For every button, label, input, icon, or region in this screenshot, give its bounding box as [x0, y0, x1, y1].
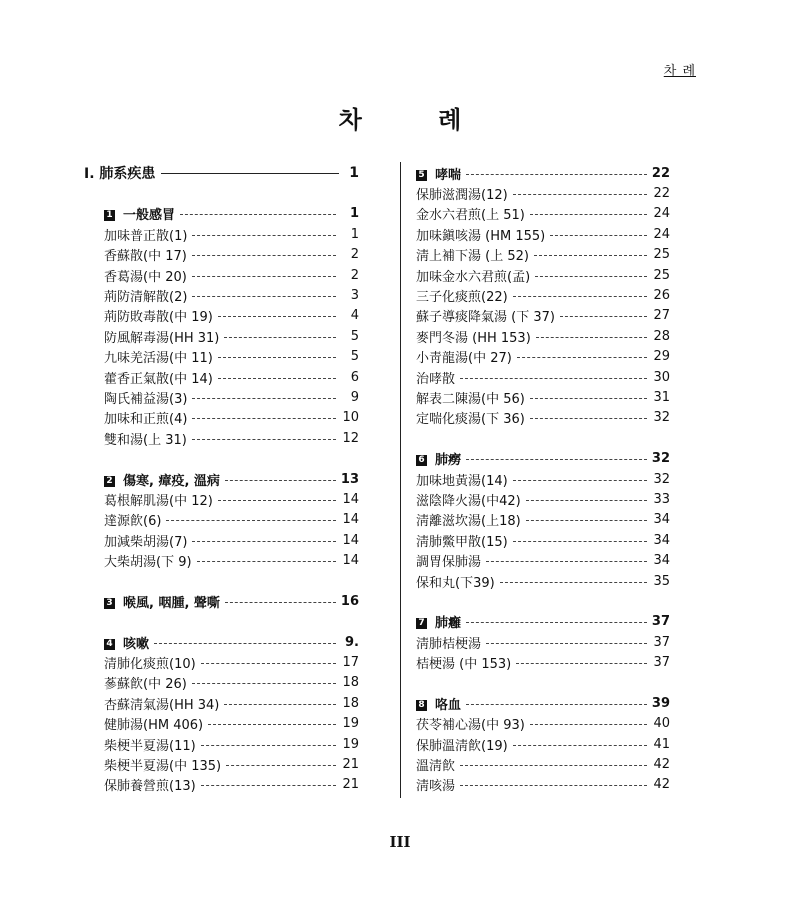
toc-page-number: 21 [342, 777, 359, 793]
toc-title [104, 470, 220, 489]
leader-line [466, 704, 647, 705]
toc-page-number: 19 [342, 736, 359, 752]
leader-line [224, 337, 336, 338]
toc-entry [416, 489, 670, 509]
toc-page-number: 34 [653, 553, 670, 569]
toc-title-text: 三子化痰煎(22) [416, 290, 508, 306]
toc-gap [104, 448, 359, 468]
toc-entry [416, 754, 670, 774]
leader-line [526, 520, 647, 521]
toc-title [104, 755, 221, 774]
toc-entry [416, 347, 670, 367]
toc-title-text: 茯苓補心湯(中 93) [416, 718, 525, 734]
leader-line [192, 439, 336, 440]
toc-title [416, 531, 508, 550]
leader-line [530, 398, 647, 399]
leader-line [526, 500, 647, 501]
toc-page-number: 32 [653, 410, 670, 426]
toc-title-text: 金水六君煎(上 51) [416, 208, 525, 224]
toc-page-number: 37 [651, 614, 670, 630]
toc-page-number: 5 [350, 349, 359, 365]
leader-line [486, 643, 647, 644]
toc-gap [416, 591, 670, 611]
leader-line [513, 296, 647, 297]
toc-section [416, 448, 670, 468]
leader-line [192, 255, 336, 256]
toc-title-text: 麥門冬湯 (HH 153) [416, 330, 531, 346]
toc-title [416, 204, 525, 223]
toc-page-number: 14 [342, 491, 359, 507]
toc-title-text: 傷寒, 瘴疫, 溫病 [123, 473, 220, 489]
toc-page-number: 24 [653, 226, 670, 242]
toc-entry [416, 775, 670, 795]
toc-title [416, 286, 508, 305]
toc-entry [416, 510, 670, 530]
toc-entry [416, 734, 670, 754]
leader-line [536, 337, 647, 338]
toc-title-text: 防風解毒湯(HH 31) [104, 330, 220, 346]
toc-page-number: 34 [653, 512, 670, 528]
toc-section [104, 204, 359, 224]
toc-title [104, 408, 187, 427]
toc-title-text: 淸咳湯 [416, 779, 456, 795]
toc-title [416, 245, 529, 264]
toc-title [416, 510, 521, 529]
toc-page-number: 22 [653, 186, 670, 202]
toc-title-text: 加味和正煎(4) [104, 412, 188, 428]
toc-entry [104, 367, 359, 387]
toc-title-text: 一般感冒 [123, 208, 176, 224]
section-number-badge: 2 [104, 476, 115, 487]
toc-title [416, 714, 525, 733]
toc-page-number: 4 [350, 308, 359, 324]
toc-page-number: 24 [653, 206, 670, 222]
toc-title [104, 673, 187, 692]
toc-title-text: 藿香正氣散(中 14) [104, 371, 213, 387]
toc-entry [416, 224, 670, 244]
leader-line [560, 316, 647, 317]
toc-page-number: 1 [350, 226, 359, 242]
toc-title-text: 淸肺桔梗湯 [416, 636, 482, 652]
leader-line [201, 745, 336, 746]
toc-page-number: 17 [342, 655, 359, 671]
toc-title-text: 加減柴胡湯(7) [104, 534, 188, 550]
toc-entry [104, 510, 359, 530]
toc-title [104, 245, 187, 264]
toc-title-text: 加味金水六君煎(孟) [416, 269, 531, 285]
toc-entry [416, 285, 670, 305]
toc-entry [416, 652, 670, 672]
toc-page-number: 9 [350, 389, 359, 405]
toc-title-text: 香蘇散(中 17) [104, 249, 187, 265]
toc-title-text: 肺癰 [435, 616, 462, 632]
leader-line [161, 173, 339, 174]
leader-line [534, 255, 647, 256]
toc-title-text: 淸肺鱉甲散(15) [416, 534, 508, 550]
leader-line [166, 520, 336, 521]
toc-entry [104, 714, 359, 734]
toc-page-number: 16 [340, 593, 359, 609]
leader-line [208, 724, 336, 725]
toc-title [104, 327, 219, 346]
toc-title-text: 肺癆 [435, 453, 462, 469]
toc-entry [104, 754, 359, 774]
leader-line [513, 194, 647, 195]
toc-section [104, 632, 359, 652]
toc-entry [104, 306, 359, 326]
toc-title [416, 551, 481, 570]
leader-line [201, 663, 336, 664]
toc-title-text: 加味地黃湯(14) [416, 473, 508, 489]
toc-title [416, 306, 555, 325]
toc-title [104, 347, 213, 366]
toc-page-number: 32 [651, 451, 670, 467]
toc-title [104, 388, 187, 407]
toc-page-number: 14 [342, 553, 359, 569]
toc-page-number: 3 [350, 288, 359, 304]
toc-entry [416, 367, 670, 387]
toc-title [416, 164, 461, 183]
toc-page-number: 10 [342, 410, 359, 426]
toc-title-text: 荊防敗毒散(中 19) [104, 310, 213, 326]
leader-line [460, 378, 647, 379]
section-number-badge: 4 [104, 639, 115, 650]
toc-title-text: 淸上補下湯 (上 52) [416, 249, 529, 265]
leader-line [192, 276, 336, 277]
section-number-badge: 8 [416, 700, 427, 711]
page-number: III [389, 833, 411, 851]
toc-page-number: 37 [653, 634, 670, 650]
toc-gap [104, 571, 359, 591]
toc-title-text: 溫淸飮 [416, 759, 456, 775]
toc-title-text: 柴梗半夏湯(11) [104, 738, 196, 754]
page-title: 차 례 [338, 106, 496, 134]
toc-title [416, 490, 521, 509]
toc-title [104, 204, 175, 223]
toc-title [416, 184, 508, 203]
leader-line [192, 398, 336, 399]
toc-title-text: 桔梗湯 (中 153) [416, 657, 512, 673]
toc-chapter [84, 163, 359, 183]
toc-title-text: 荊防清解散(2) [104, 290, 188, 306]
leader-line [460, 785, 647, 786]
toc-title [104, 775, 196, 794]
toc-title-text: 滋陰降火湯(中42) [416, 493, 521, 509]
toc-page-number: 25 [653, 247, 670, 263]
running-head: 차 례 [663, 64, 696, 79]
toc-page-number: 37 [653, 655, 670, 671]
toc-entry [104, 550, 359, 570]
toc-entry [416, 204, 670, 224]
leader-line [201, 785, 336, 786]
toc-title-text: 調胃保肺湯 [416, 555, 482, 571]
toc-title [104, 266, 187, 285]
toc-title [104, 510, 161, 529]
toc-title [104, 633, 149, 652]
toc-page-number: 32 [653, 471, 670, 487]
toc-title [416, 408, 525, 427]
leader-line [224, 704, 336, 705]
toc-entry [416, 387, 670, 407]
leader-line [530, 214, 647, 215]
toc-gap [416, 428, 670, 448]
toc-title-text: 保和丸(下39) [416, 575, 495, 591]
toc-title-text: 定喘化痰湯(下 36) [416, 412, 525, 428]
toc-page-number: 18 [342, 695, 359, 711]
toc-entry [416, 265, 670, 285]
leader-line [197, 561, 336, 562]
leader-line [225, 480, 336, 481]
toc-title-text: 健肺湯(HM 406) [104, 718, 204, 734]
toc-entry [416, 632, 670, 652]
toc-page-number: 42 [653, 757, 670, 773]
toc-title-text: 柴梗半夏湯(中 135) [104, 759, 222, 775]
leader-line [180, 214, 336, 215]
toc-title-text: 保肺溫淸飮(19) [416, 738, 508, 754]
toc-title-text: 咯血 [435, 697, 462, 713]
leader-line [218, 357, 336, 358]
toc-page-number: 25 [653, 267, 670, 283]
toc-title [416, 572, 495, 591]
toc-title-text: 蘇子導痰降氣湯 (下 37) [416, 310, 555, 326]
toc-title-text: 清肺化痰煎(10) [104, 657, 196, 673]
toc-entry [104, 775, 359, 795]
toc-title-text: 咳嗽 [123, 636, 150, 652]
toc-entry [416, 183, 670, 203]
toc-title-text: 雙和湯(上 31) [104, 432, 187, 448]
leader-line [226, 765, 336, 766]
toc-title [416, 775, 455, 794]
leader-line [466, 459, 647, 460]
toc-entry [104, 693, 359, 713]
toc-title [416, 388, 525, 407]
leader-line [513, 541, 647, 542]
toc-page-number: 18 [342, 675, 359, 691]
leader-line [550, 235, 647, 236]
section-number-badge: 6 [416, 455, 427, 466]
toc-entry [416, 245, 670, 265]
leader-line [530, 418, 647, 419]
toc-title-text: 葛根解肌湯(中 12) [104, 493, 213, 509]
toc-entry [104, 673, 359, 693]
toc-title [104, 592, 220, 611]
leader-line [535, 276, 647, 277]
toc-title [104, 735, 196, 754]
leader-line [218, 500, 336, 501]
toc-page-number: 30 [653, 369, 670, 385]
toc-entry [416, 326, 670, 346]
leader-line [225, 602, 336, 603]
toc-page-number: 6 [350, 369, 359, 385]
section-number-badge: 5 [416, 170, 427, 181]
toc-gap [416, 673, 670, 693]
leader-line [466, 174, 647, 175]
toc-entry [416, 408, 670, 428]
toc-title [416, 470, 508, 489]
toc-title-text: 加味鎭咳湯 (HM 155) [416, 228, 546, 244]
toc-page-number: 35 [653, 573, 670, 589]
toc-title-text: 淸離滋坎湯(上18) [416, 514, 521, 530]
leader-line [530, 724, 647, 725]
toc-title [104, 653, 196, 672]
toc-title [416, 735, 508, 754]
toc-title [104, 551, 192, 570]
toc-entry [104, 387, 359, 407]
toc-entry [104, 489, 359, 509]
toc-title-text: 九味羌活湯(中 11) [104, 351, 213, 367]
leader-line [192, 418, 336, 419]
toc-title [84, 163, 155, 183]
leader-line [192, 235, 336, 236]
toc-page-number: 42 [653, 777, 670, 793]
toc-entry [416, 306, 670, 326]
toc-title [416, 368, 455, 387]
toc-section [104, 469, 359, 489]
toc-title [416, 653, 511, 672]
toc-page-number: 28 [653, 328, 670, 344]
toc-entry [416, 571, 670, 591]
leader-line [192, 296, 336, 297]
toc-page-number: 1 [349, 165, 359, 182]
toc-section [104, 591, 359, 611]
toc-title [416, 266, 530, 285]
toc-page-number: 26 [653, 288, 670, 304]
toc-page-number: 12 [342, 430, 359, 446]
toc-entry [416, 550, 670, 570]
toc-section [416, 693, 670, 713]
toc-page-number: 39 [651, 695, 670, 711]
section-number-badge: 1 [104, 210, 115, 221]
toc-entry [104, 265, 359, 285]
leader-line [460, 765, 647, 766]
toc-page-number: 40 [653, 716, 670, 732]
toc-title [416, 612, 461, 631]
toc-entry [104, 326, 359, 346]
toc-gap [104, 612, 359, 632]
toc-entry [416, 714, 670, 734]
toc-page-number: 14 [342, 512, 359, 528]
leader-line [486, 561, 647, 562]
toc-title-text: 保肺滋潤湯(12) [416, 188, 508, 204]
toc-entry [104, 530, 359, 550]
toc-title-text: 杏蘇淸氣湯(HH 34) [104, 697, 220, 713]
toc-page-number: 41 [653, 736, 670, 752]
toc-entry [104, 224, 359, 244]
toc-title [416, 694, 461, 713]
toc-entry [104, 428, 359, 448]
toc-section [416, 612, 670, 632]
section-number-badge: 7 [416, 618, 427, 629]
toc-page-number: 2 [350, 267, 359, 283]
toc-title [104, 306, 213, 325]
toc-entry [416, 469, 670, 489]
leader-line [466, 622, 647, 623]
toc-title [416, 327, 531, 346]
toc-title [104, 225, 187, 244]
toc-entry [104, 347, 359, 367]
toc-entry [416, 530, 670, 550]
toc-page-number: 34 [653, 532, 670, 548]
toc-title-text: 香葛湯(中 20) [104, 269, 187, 285]
toc-page-number: 13 [340, 471, 359, 487]
toc-title [416, 225, 545, 244]
toc-gap [104, 183, 359, 203]
toc-title-text: 治哮散 [416, 371, 456, 387]
toc-title-text: 蔘蘇飮(中 26) [104, 677, 187, 693]
toc-entry [104, 245, 359, 265]
toc-page-number: 27 [653, 308, 670, 324]
leader-line [517, 357, 647, 358]
toc-entry [104, 408, 359, 428]
toc-title-text: 解表二陳湯(中 56) [416, 391, 525, 407]
toc-page-number: 2 [350, 247, 359, 263]
toc-title-text: 加味普正散(1) [104, 228, 188, 244]
toc-left-column [84, 163, 359, 795]
toc-entry [104, 734, 359, 754]
toc-title [104, 490, 213, 509]
toc-title-text: 小靑龍湯(中 27) [416, 351, 512, 367]
toc-title-text: Ⅰ. 肺系疾患 [84, 166, 156, 183]
column-divider [400, 162, 401, 798]
section-number-badge: 3 [104, 598, 115, 609]
leader-line [154, 643, 336, 644]
toc-page-number: 14 [342, 532, 359, 548]
toc-page-number: 9. [345, 634, 359, 650]
toc-page-number: 1 [349, 206, 359, 222]
toc-page-number: 33 [653, 491, 670, 507]
toc-entry [104, 285, 359, 305]
toc-title-text: 陶氏補益湯(3) [104, 391, 188, 407]
toc-title [416, 449, 461, 468]
toc-title [104, 714, 203, 733]
toc-page-number: 19 [342, 716, 359, 732]
toc-title [104, 368, 213, 387]
leader-line [516, 663, 647, 664]
leader-line [500, 582, 647, 583]
leader-line [192, 683, 336, 684]
leader-line [218, 378, 336, 379]
toc-page-number: 5 [350, 328, 359, 344]
toc-title-text: 達源飮(6) [104, 514, 162, 530]
leader-line [192, 541, 336, 542]
toc-title [104, 531, 187, 550]
toc-title [416, 347, 512, 366]
toc-title [104, 429, 187, 448]
toc-title [416, 633, 481, 652]
toc-title-text: 哮喘 [435, 167, 462, 183]
toc-right-column [416, 163, 670, 795]
toc-page-number: 22 [651, 165, 670, 181]
leader-line [513, 745, 647, 746]
toc-title-text: 大柴胡湯(下 9) [104, 555, 192, 571]
toc-page-number: 29 [653, 349, 670, 365]
toc-entry [104, 652, 359, 672]
toc-title [104, 286, 187, 305]
toc-section [416, 163, 670, 183]
toc-title-text: 保肺養營煎(13) [104, 779, 196, 795]
toc-title [104, 694, 219, 713]
toc-title [416, 755, 455, 774]
leader-line [218, 316, 336, 317]
toc-page-number: 31 [653, 389, 670, 405]
leader-line [513, 480, 647, 481]
toc-title-text: 喉風, 咽腫, 聲嘶 [123, 595, 220, 611]
toc-page-number: 21 [342, 757, 359, 773]
